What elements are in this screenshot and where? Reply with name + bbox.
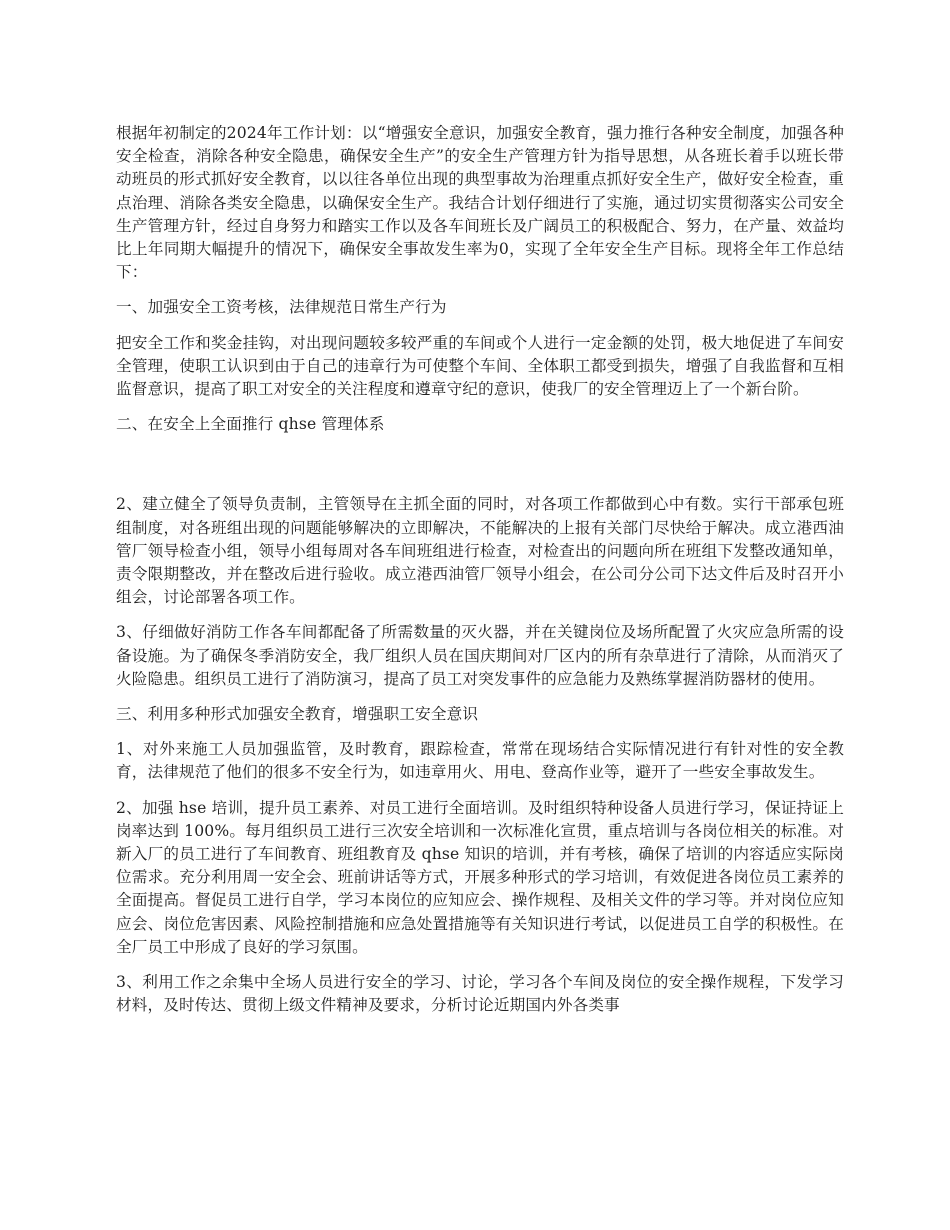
section-heading-3: 三、利用多种形式加强安全教育，增强职工安全意识: [116, 705, 479, 724]
section-2-item-2: 2、建立健全了领导负责制，主管领导在主抓全面的同时，对各项工作都做到心中有数。实行干部承包班组制度，对各班组出现的问题能够解决的立即解决，不能解决的上报有关部门尽快给于解决。成立港西油管厂领导检查小组，领导小组每周对各车间班组进行检查，对检查出的问题向所在班组下发整改通知单，责令限期整改，并在整改后进行验收。成立港西油管厂领导小组会，在公司分公司下达文件后及时召开小组会，讨论部署各项工作。: [116, 495, 844, 607]
section-3-item-3: 3、利用工作之余集中全场人员进行安全的学习、讨论，学习各个车间及岗位的安全操作规程，下发学习材料，及时传达、贯彻上级文件精神及要求，分析讨论近期国内外各类事: [116, 973, 844, 1015]
blank-gap: [116, 448, 844, 493]
section-1-paragraph: 把安全工作和奖金挂钩，对出现问题较多较严重的车间或个人进行一定金额的处罚，极大地促进了车间安全管理，使职工认识到由于自己的违章行为可使整个车间、全体职工都受到损失，增强了自我监督和互相监督意识，提高了职工对安全的关注程度和遵章守纪的意识，使我厂的安全管理迈上了一个新台阶。: [116, 333, 844, 399]
section-3-item-2: 2、加强 hse 培训，提升员工素养、对员工进行全面培训。及时组织特种设备人员进行学习，保证持证上岗率达到 100%。每月组织员工进行三次安全培训和一次标准化宣贯，重点培训与各岗位相关的标准。对新入厂的员工进行了车间教育、班组教育及 qhse 知识的培训，并有考核，确保了培训的内容适应实际岗位需求。充分利用周一安全会、班前讲话等方式，开展多种形式的学习培训，有效促进各岗位员工素养的全面提高。督促员工进行自学，学习本岗位的应知应会、操作规程、及相关文件的学习等。并对岗位应知应会、岗位危害因素、风险控制措施和应急处置措施等有关知识进行考试，以促进员工自学的积极性。在全厂员工中形成了良好的学习氛围。: [116, 798, 844, 956]
document-page: [116, 122, 844, 1030]
section-3-item-1: 1、对外来施工人员加强监管，及时教育，跟踪检查，常常在现场结合实际情况进行有针对性的安全教育，法律规范了他们的很多不安全行为，如违章用火、用电、登高作业等，避开了一些安全事故发生。: [116, 740, 844, 782]
section-heading-2: 二、在安全上全面推行 qhse 管理体系: [116, 415, 385, 434]
intro-paragraph: 根据年初制定的2024年工作计划：以“增强安全意识，加强安全教育，强力推行各种安全制度，加强各种安全检查，消除各种安全隐患，确保安全生产”的安全生产管理方针为指导思想，从各班长着手以班长带动班员的形式抓好安全教育，以以往各单位出现的典型事故为治理重点抓好安全生产，做好安全检查，重点治理、消除各类安全隐患，以确保安全生产。我结合计划仔细进行了实施，通过切实贯彻落实公司安全生产管理方针，经过自身努力和踏实工作以及各车间班长及广阔员工的积极配合、努力，在产量、效益均比上年同期大幅提升的情况下，确保安全事故发生率为0，实现了全年安全生产目标。现将全年工作总结下：: [116, 124, 844, 282]
section-2-item-3: 3、仔细做好消防工作各车间都配备了所需数量的灭火器，并在关键岗位及场所配置了火灾应急所需的设备设施。为了确保冬季消防安全，我厂组织人员在国庆期间对厂区内的所有杂草进行了清除，从而消灭了火险隐患。组织员工进行了消防演习，提高了员工对突发事件的应急能力及熟练掌握消防器材的使用。: [116, 623, 844, 688]
section-heading-1: 一、加强安全工资考核，法律规范日常生产行为: [116, 298, 447, 317]
